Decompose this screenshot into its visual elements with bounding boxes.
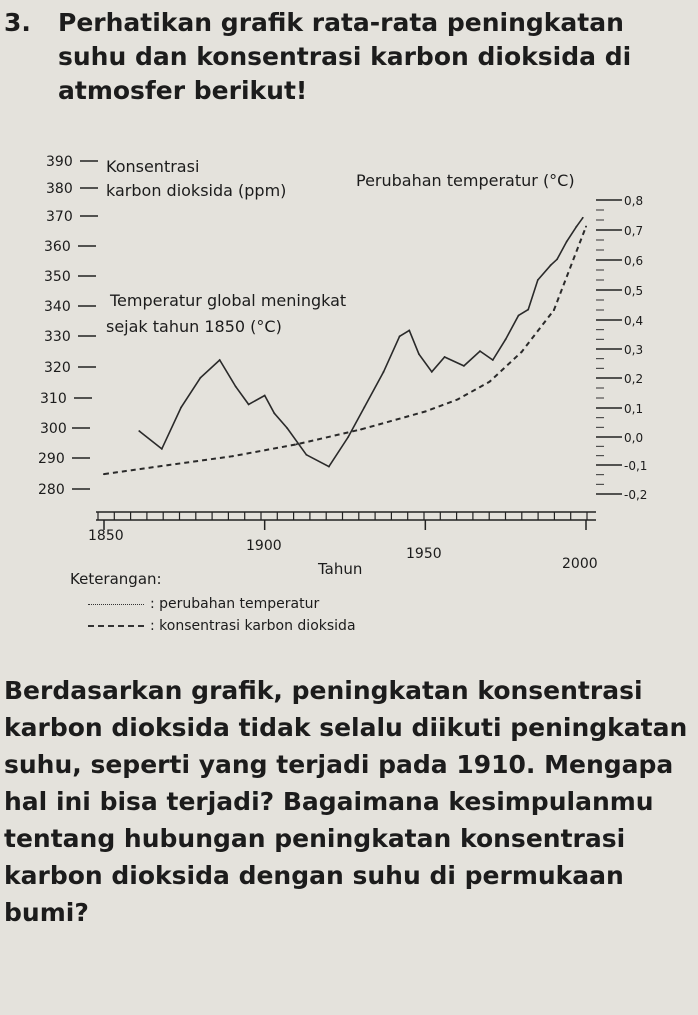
temp-point-1971 [492, 359, 494, 361]
svg-text:280: 280 [38, 482, 65, 498]
temp-point-1920 [328, 466, 330, 468]
question-number: 3. [4, 8, 31, 37]
x-axis-label: Tahun [318, 560, 363, 578]
legend-co2 [88, 618, 356, 634]
svg-text:300: 300 [40, 421, 67, 437]
left-tick-390 [46, 154, 98, 170]
right-minor-ticks [596, 210, 604, 484]
left-tick-310 [40, 391, 92, 407]
co2-point-1960 [456, 399, 458, 401]
svg-text:350: 350 [44, 269, 71, 285]
legend-co2-swatch [88, 625, 144, 627]
right-tick-0.6 [596, 254, 643, 268]
svg-text:320: 320 [44, 360, 71, 376]
co2-point-1850 [103, 473, 105, 475]
temp-point-1945 [408, 329, 410, 331]
temp-point-1937 [383, 371, 385, 373]
temp-point-1874 [180, 406, 182, 408]
temp-point-1931 [363, 406, 365, 408]
temp-point-1942 [399, 335, 401, 337]
right-tick-0.4 [596, 314, 643, 328]
temp-point-1956 [444, 356, 446, 358]
temp-point-1948 [418, 353, 420, 355]
co2-point-1970 [489, 381, 491, 383]
temp-point-1868 [161, 448, 163, 450]
left-tick-380 [46, 181, 98, 197]
temp-annotation-line2: sejak tahun 1850 (°C) [106, 317, 282, 336]
right-tick-0.0 [596, 431, 643, 445]
temp-point-1997 [575, 226, 577, 228]
svg-text:-0,1: -0,1 [624, 459, 648, 473]
svg-text:0,3: 0,3 [624, 343, 644, 357]
co2-point-1980 [521, 351, 523, 353]
co2-point-1930 [360, 428, 362, 430]
right-tick-0.5 [596, 284, 643, 298]
left-axis-label-line1: Konsentrasi [106, 157, 200, 176]
co2-points [103, 226, 587, 475]
svg-text:0,1: 0,1 [624, 402, 644, 416]
co2-point-1890 [232, 455, 234, 457]
right-tick-minus-0.1 [596, 459, 647, 473]
x-tick-1850: 1850 [88, 528, 124, 544]
svg-text:310: 310 [40, 391, 67, 407]
svg-text:340: 340 [44, 299, 71, 315]
legend-temp-swatch [88, 604, 144, 605]
temp-annotation-line1: Temperatur global meningkat [110, 291, 347, 310]
temp-point-1967 [479, 350, 481, 352]
temp-point-1982 [527, 309, 529, 311]
left-tick-320 [44, 360, 96, 376]
right-tick-0.7 [596, 224, 643, 238]
svg-text:360: 360 [44, 239, 71, 255]
svg-text:370: 370 [46, 209, 73, 225]
legend-co2-label: : konsentrasi karbon dioksida [150, 618, 356, 634]
svg-text:380: 380 [46, 181, 73, 197]
svg-text:0,0: 0,0 [624, 431, 644, 445]
temp-point-1979 [518, 315, 520, 317]
right-tick-0.8 [596, 194, 643, 208]
temp-point-1880 [200, 377, 202, 379]
x-tick-2000: 2000 [562, 556, 598, 572]
svg-text:0,4: 0,4 [624, 314, 644, 328]
svg-text:0,6: 0,6 [624, 254, 644, 268]
left-axis [38, 154, 98, 498]
legend-temp-label: : perubahan temperatur [150, 596, 320, 612]
temp-point-1886 [219, 359, 221, 361]
question-intro: Perhatikan grafik rata-rata peningkatan suhu dan konsentrasi karbon dioksida di atmosfer berikut! [58, 8, 632, 105]
left-tick-280 [38, 482, 90, 498]
legend-temperature [88, 596, 319, 612]
x-tick-1900: 1900 [246, 538, 282, 554]
co2-point-2000 [585, 226, 587, 228]
svg-text:0,2: 0,2 [624, 372, 644, 386]
left-axis-label-line2: karbon dioksida (ppm) [106, 181, 287, 200]
left-tick-290 [38, 451, 90, 467]
x-axis-ladder [98, 512, 587, 530]
temp-point-1991 [556, 258, 558, 260]
left-tick-300 [40, 421, 90, 437]
legend-title: Keterangan: [70, 570, 162, 588]
left-tick-330 [44, 329, 96, 345]
temp-point-1926 [347, 436, 349, 438]
svg-text:0,7: 0,7 [624, 224, 644, 238]
temp-point-1999 [582, 217, 584, 219]
right-tick-minus-0.2 [596, 488, 647, 502]
left-tick-370 [46, 209, 98, 225]
temp-point-1861 [138, 430, 140, 432]
temp-point-1975 [505, 338, 507, 340]
question-prompt: Berdasarkan grafik, peningkatan konsentrasi karbon dioksida tidak selalu diikuti peningkatan suhu, seperti yang terjadi pada 1910. Mengapa hal ini bisa terjadi? Bagaimana kesimpulanmu tentang hubungan peningkatan konsentrasi karbon dioksida dengan suhu di permukaan bumi? [4, 676, 688, 927]
temp-point-1895 [248, 404, 250, 406]
x-tick-1950: 1950 [406, 546, 442, 562]
svg-text:-0,2: -0,2 [624, 488, 648, 502]
right-axis [596, 194, 647, 502]
svg-text:390: 390 [46, 154, 73, 170]
temp-point-1989 [550, 264, 552, 266]
right-tick-0.1 [596, 402, 643, 416]
temp-point-1952 [431, 371, 433, 373]
left-tick-350 [44, 269, 96, 285]
svg-text:290: 290 [38, 451, 65, 467]
co2-point-1950 [424, 410, 426, 412]
co2-point-1870 [167, 464, 169, 466]
x-axis [88, 512, 598, 578]
temp-point-1903 [273, 412, 275, 414]
temp-point-1891 [235, 386, 237, 388]
co2-point-1990 [553, 309, 555, 311]
temp-point-1900 [264, 395, 266, 397]
temp-point-1907 [286, 427, 288, 429]
svg-text:330: 330 [44, 329, 71, 345]
temp-point-1994 [566, 241, 568, 243]
left-tick-360 [44, 239, 96, 255]
right-axis-label: Perubahan temperatur (°C) [356, 171, 575, 190]
temp-point-1913 [306, 454, 308, 456]
temp-point-1985 [537, 279, 539, 281]
right-tick-0.2 [596, 372, 643, 386]
temp-point-1962 [463, 365, 465, 367]
co2-concentration-line [104, 227, 586, 475]
svg-text:0,8: 0,8 [624, 194, 644, 208]
co2-point-1910 [296, 443, 298, 445]
svg-text:0,5: 0,5 [624, 284, 644, 298]
left-tick-340 [44, 299, 96, 315]
right-tick-0.3 [596, 343, 643, 357]
